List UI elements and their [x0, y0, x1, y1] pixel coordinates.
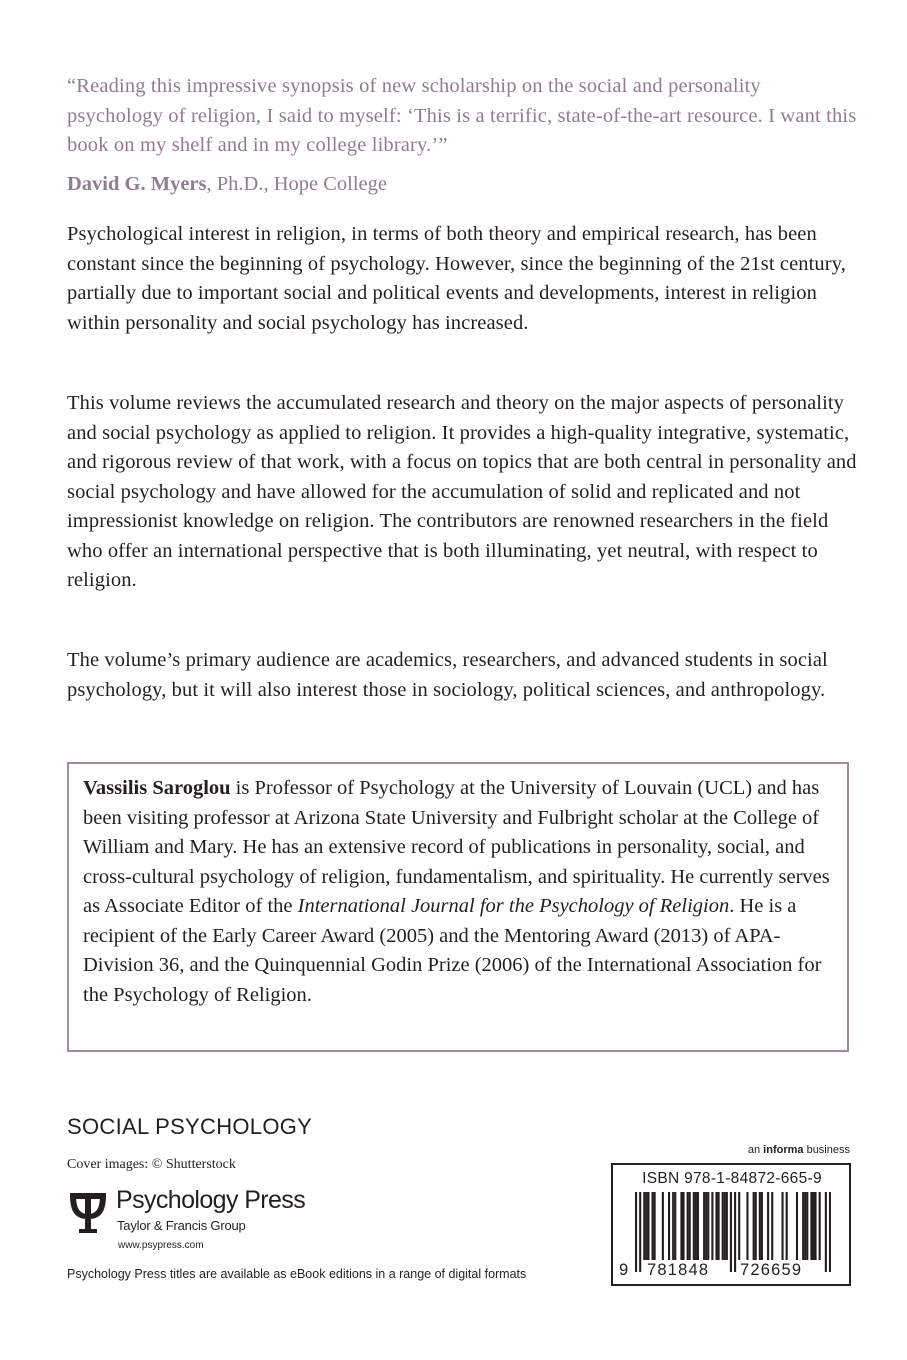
- barcode-bar: [718, 1192, 720, 1260]
- endorsement-quote: “Reading this impressive synopsis of new scholarship on the social and personality psychology of religion, I said to myself: ‘This is a terrific, state-of-the-art resource. I want this book on my shelf and in my college library.’”: [67, 75, 857, 156]
- barcode-bar: [652, 1192, 654, 1260]
- barcode-bar: [724, 1192, 726, 1260]
- barcode-bar: [738, 1192, 740, 1260]
- psi-logo-icon: [66, 1189, 110, 1235]
- barcode-bar: [654, 1192, 656, 1260]
- informa-business-label: [748, 1144, 850, 1156]
- editor-bio-text-1: is Professor of Psychology at the University of Louvain (UCL) and has been visiting professor at Arizona State University and Fulbright scholar at the College of William and Mary. He has an extensive record of publications in personality, social, and cross-cultural psychology of religion, fundamentalism, and spirituality. He currently serves as Associate Editor of the: [83, 777, 830, 917]
- barcode-bar: [759, 1192, 761, 1260]
- barcode-bar: [810, 1192, 812, 1260]
- barcode-bar: [672, 1192, 674, 1260]
- barcode-bar: [781, 1192, 783, 1260]
- barcode-bar: [812, 1192, 814, 1260]
- barcode-bar: [734, 1192, 736, 1272]
- barcode-bar: [802, 1192, 804, 1260]
- barcode-bar: [647, 1192, 649, 1260]
- barcode-bar: [722, 1192, 724, 1260]
- barcode-bar: [730, 1192, 732, 1272]
- barcode-bar: [635, 1192, 637, 1272]
- publisher-name: Psychology Press: [116, 1186, 306, 1214]
- barcode-bar: [806, 1192, 808, 1260]
- barcode-bar: [746, 1192, 748, 1260]
- barcode-bar: [814, 1192, 816, 1260]
- barcode-bar: [639, 1192, 641, 1272]
- barcode-bar: [767, 1192, 769, 1260]
- description-paragraph-3: The volume’s primary audience are academics, researchers, and advanced students in social psychology, but it will also interest those in sociology, political sciences, and anthropology.: [67, 649, 828, 701]
- barcode-bar: [668, 1192, 670, 1260]
- barcode-bar: [695, 1192, 697, 1260]
- barcode-bar: [786, 1192, 788, 1260]
- series-label: SOCIAL PSYCHOLOGY: [67, 1114, 313, 1139]
- publisher-group: Taylor & Francis Group: [117, 1218, 246, 1233]
- barcode-bar: [761, 1192, 763, 1260]
- journal-title: International Journal for the Psychology of Religion: [297, 895, 730, 917]
- barcode-bar: [707, 1192, 709, 1260]
- informa-prefix: an: [747, 1144, 764, 1156]
- barcode-bar: [771, 1192, 773, 1260]
- informa-brand: informa: [763, 1144, 804, 1156]
- barcode-bar: [804, 1192, 806, 1260]
- editor-bio: [83, 774, 843, 1010]
- barcode-bar: [687, 1192, 689, 1260]
- barcode-bar: [680, 1192, 682, 1260]
- barcode-bar: [682, 1192, 684, 1260]
- barcode-bar: [715, 1192, 717, 1260]
- publisher-logo: [66, 1186, 326, 1258]
- barcode-bar: [726, 1192, 728, 1260]
- barcode-bar: [796, 1192, 798, 1260]
- barcode-bar: [825, 1192, 827, 1272]
- cover-credit: Cover images: © Shutterstock: [67, 1157, 236, 1172]
- informa-suffix: business: [803, 1144, 850, 1156]
- barcode-bar: [705, 1192, 707, 1260]
- description-paragraph-2: This volume reviews the accumulated research and theory on the major aspects of personality and social psychology as applied to religion. It provides a high-quality integrative, systematic, and rigorous review of that work, with a focus on topics that are both central in personality and social psychology and have allowed for the accumulation of solid and replicated and not impressionist knowledge on religion. The contributors are renowned researchers in the field who offer an international perspective that is both illuminating, yet neutral, with respect to religion.: [67, 392, 857, 591]
- barcode-bar: [697, 1192, 699, 1260]
- barcode-bar: [755, 1192, 757, 1260]
- barcode-bar: [645, 1192, 647, 1260]
- publisher-url: www.psypress.com: [118, 1240, 204, 1251]
- barcode-bar: [643, 1192, 645, 1260]
- barcode-bar: [693, 1192, 695, 1260]
- ebook-note: Psychology Press titles are available as eBook editions in a range of digital formats: [67, 1267, 527, 1281]
- isbn-label: ISBN 978-1-84872-665-9: [642, 1170, 822, 1187]
- barcode-bar: [662, 1192, 664, 1260]
- barcode-bar: [703, 1192, 705, 1260]
- endorsement-attribution: [67, 169, 387, 199]
- description-paragraph-1: Psychological interest in religion, in terms of both theory and empirical research, has been constant since the beginning of psychology. However, since the beginning of the 21st century, partially due to important social and political events and developments, interest in religion within personality and social psychology has increased.: [67, 223, 846, 334]
- barcode-bar: [689, 1192, 691, 1260]
- endorser-affiliation: , Ph.D., Hope College: [206, 173, 387, 195]
- endorser-name: David G. Myers: [67, 173, 207, 195]
- barcode-bar: [829, 1192, 831, 1272]
- barcode-bar: [819, 1192, 821, 1260]
- isbn-digits-left: 781848: [647, 1261, 710, 1279]
- editor-bio-text-2: . He is a recipient of the Early Career Award (2005) and the Mentoring Award (2013) of APA-Division 36, and the Quinquennial Godin Prize (2006) of the International Association for the Psychology of Religion.: [83, 895, 822, 1006]
- barcode-icon: [635, 1192, 831, 1272]
- editor-bio-box: [67, 762, 849, 1052]
- barcode-bar: [711, 1192, 713, 1260]
- isbn-digits-right: 726659: [740, 1261, 803, 1279]
- barcode-bar: [674, 1192, 676, 1260]
- barcode-bar: [753, 1192, 755, 1260]
- isbn-barcode-box: [611, 1163, 851, 1286]
- editor-name: Vassilis Saroglou: [83, 777, 231, 799]
- isbn-digit-first: 9: [619, 1261, 630, 1279]
